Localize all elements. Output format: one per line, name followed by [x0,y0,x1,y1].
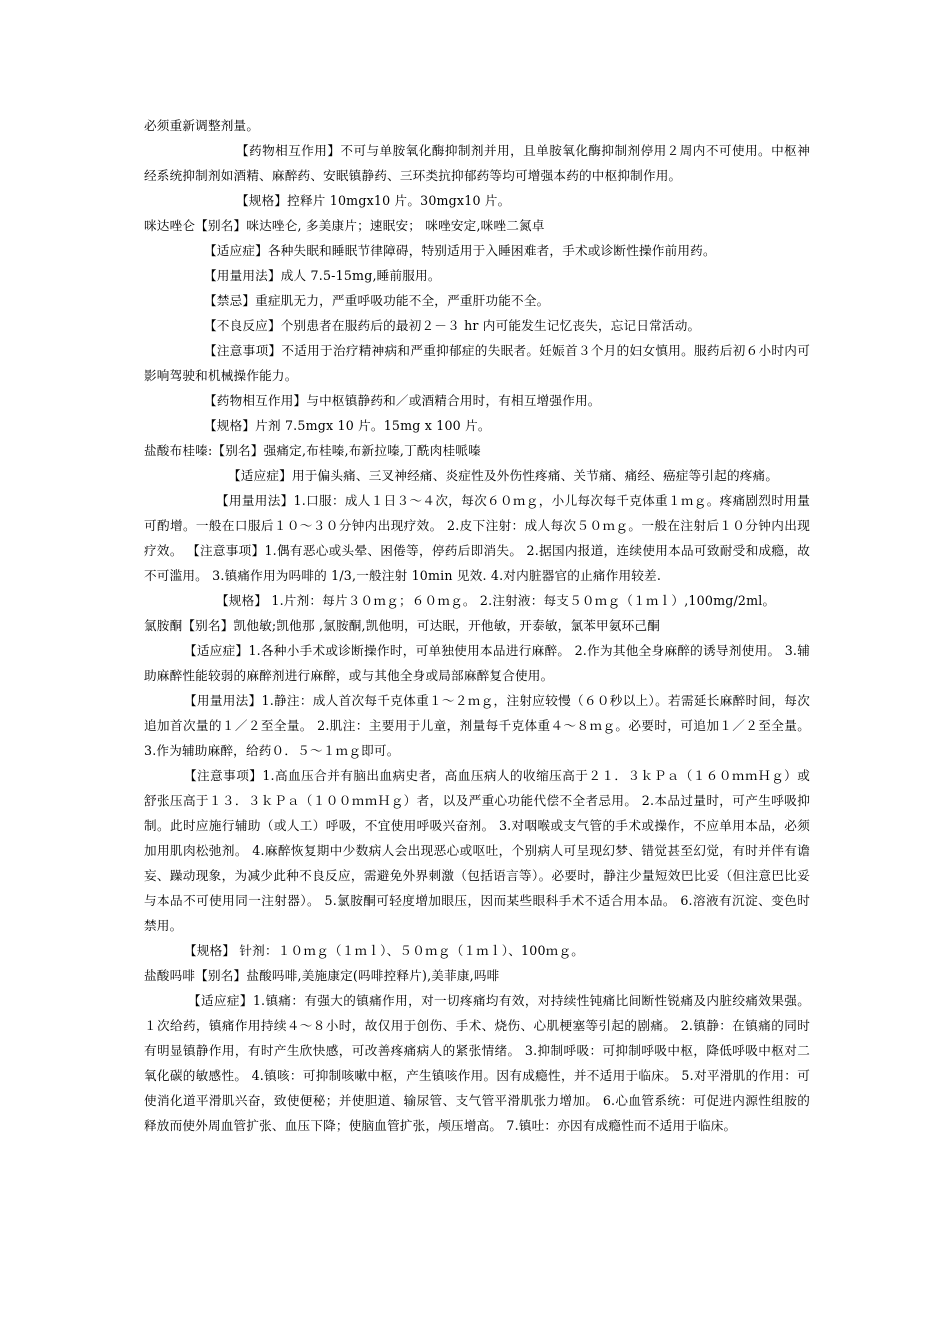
paragraph-dosage-bucinnazine: 【用量用法】1.口服：成人１日３～４次，每次６０ｍｇ，小儿每次每千克体重１ｍｇ。疼痛剧烈时用量可酌增。一般在口服后１０～３０分钟内出现疗效。 2.皮下注射：成人每次５０ｍｇ。一般在注射后１０分钟内出现疗效。 【注意事项】1.偶有恶心或头晕、困倦等，停药后即消失。 2.据国内报道，连续使用本品可致耐受和成瘾，故不可滥用。 3.镇痛作用为吗啡的 1/3,一般注射 10min 见效. 4.对内脏器官的止痛作用较差. [144,493,810,583]
paragraph-dosage-ketamine: 【用量用法】1.静注：成人首次每千克体重１～２ｍｇ，注射应较慢（６０秒以上）。若需延长麻醉时间，每次追加首次量的１／２至全量。 2.肌注：主要用于儿童，剂量每千克体重４～８ｍｇ。必要时，可追加１／２至全量。 3.作为辅助麻醉，给药０．５～１ｍｇ即可。 [144,693,810,758]
paragraph-spec-ketamine: 【规格】 针剂：１０ｍｇ（１ｍｌ）、５０ｍｇ（１ｍｌ）、100ｍｇ。 [184,943,585,958]
paragraph-adverse-midazolam: 【不良反应】个别患者在服药后的最初２－３ hr 内可能发生记忆丧失，忘记日常活动。 [204,318,701,333]
paragraph-dosage-midazolam: 【用量用法】成人 7.5-15mg,睡前服用。 [204,268,441,283]
paragraph-indication-ketamine: 【适应症】1.各种小手术或诊断操作时，可单独使用本品进行麻醉。 2.作为其他全身麻醉的诱导剂使用。 3.辅助麻醉性能较弱的麻醉剂进行麻醉，或与其他全身或局部麻醉复合使用。 [144,643,810,683]
paragraph-interaction-midazolam: 【药物相互作用】与中枢镇静药和／或酒精合用时，有相互增强作用。 [204,393,601,408]
paragraph-indication-bucinnazine: 【适应症】用于偏头痛、三叉神经痛、炎症性及外伤性疼痛、关节痛、痛经、癌症等引起的疼痛。 [228,468,779,483]
paragraph-precautions-midazolam: 【注意事项】不适用于治疗精神病和严重抑郁症的失眠者。妊娠首３个月的妇女慎用。服药后初６小时内可影响驾驶和机械操作能力。 [144,343,810,383]
paragraph-spec-midazolam: 【规格】片剂 7.5mgx 10 片。15mg x 100 片。 [204,418,491,433]
drug-heading-ketamine: 氯胺酮【别名】凯他敏;凯他那 ,氯胺酮,凯他明，可达眠，开他敏，开泰敏，氯苯甲氨环己酮 [144,618,661,633]
paragraph-drug-interaction-1: 【药物相互作用】不可与单胺氧化酶抑制剂并用，且单胺氧化酶抑制剂停用２周内不可使用。中枢神经系统抑制剂如酒精、麻醉药、安眠镇静药、三环类抗抑郁药等均可增强本药的中枢抑制作用。 [144,143,810,183]
document-body [144,113,810,1138]
paragraph-indication-morphine: 【适应症】1.镇痛：有强大的镇痛作用，对一切疼痛均有效，对持续性钝痛比间断性锐痛及内脏绞痛效果强。１次给药，镇痛作用持续４～８小时，故仅用于创伤、手术、烧伤、心肌梗塞等引起的剧痛。 2.镇静：在镇痛的同时有明显镇静作用，有时产生欣快感，可改善疼痛病人的紧张情绪。 3.抑制呼吸：可抑制呼吸中枢，降低呼吸中枢对二氧化碳的敏感性。 4.镇咳：可抑制咳嗽中枢，产生镇咳作用。因有成瘾性，并不适用于临床。 5.对平滑肌的作用：可使消化道平滑肌兴奋，致使便秘；并使胆道、输尿管、支气管平滑肌张力增加。 6.心血管系统：可促进内源性组胺的释放而使外周血管扩张、血压下降；使脑血管扩张，颅压增高。 7.镇吐：亦因有成瘾性而不适用于临床。 [144,993,810,1133]
drug-heading-midazolam: 咪达唑仑【别名】咪达唑仑, 多美康片；速眠安； 咪唑安定,咪唑二氮卓 [144,218,545,233]
paragraph-spec-1: 【规格】控释片 10mgx10 片。30mgx10 片。 [236,193,511,208]
drug-heading-morphine: 盐酸吗啡【别名】盐酸吗啡,美施康定(吗啡控释片),美菲康,吗啡 [144,968,500,983]
paragraph-contraindication-midazolam: 【禁忌】重症肌无力，严重呼吸功能不全，严重肝功能不全。 [204,293,550,308]
paragraph-dose-adjust: 必须重新调整剂量。 [144,118,260,133]
paragraph-indication-midazolam: 【适应症】各种失眠和睡眠节律障碍，特别适用于入睡困难者，手术或诊断性操作前用药。 [204,243,716,258]
paragraph-spec-bucinnazine: 【规格】 1.片剂：每片３０ｍｇ；６０ｍｇ。 2.注射液：每支５０ｍｇ（１ｍｌ）,100mg/2ml。 [216,593,776,608]
paragraph-precautions-ketamine: 【注意事项】1.高血压合并有脑出血病史者，高血压病人的收缩压高于２１．３ｋＰａ（１６０ｍｍＨｇ）或舒张压高于１３．３ｋＰａ（１００ｍｍＨｇ）者，以及严重心功能代偿不全者忌用。 2.本品过量时，可产生呼吸抑制。此时应施行辅助（或人工）呼吸，不宜使用呼吸兴奋剂。 3.对咽喉或支气管的手术或操作，不应单用本品，必须加用肌肉松弛剂。 4.麻醉恢复期中少数病人会出现恶心或呕吐，个别病人可呈现幻梦、错觉甚至幻觉，有时并伴有谵妄、躁动现象，为减少此种不良反应，需避免外界刺激（包括语言等）。必要时，静注少量短效巴比妥（但注意巴比妥与本品不可使用同一注射器）。 5.氯胺酮可轻度增加眼压，因而某些眼科手术不适合用本品。 6.溶液有沉淀、变色时禁用。 [144,768,810,933]
drug-heading-bucinnazine: 盐酸布桂嗪:【别名】强痛定,布桂嗪,布新拉嗪,丁酰肉桂哌嗪 [144,443,481,458]
